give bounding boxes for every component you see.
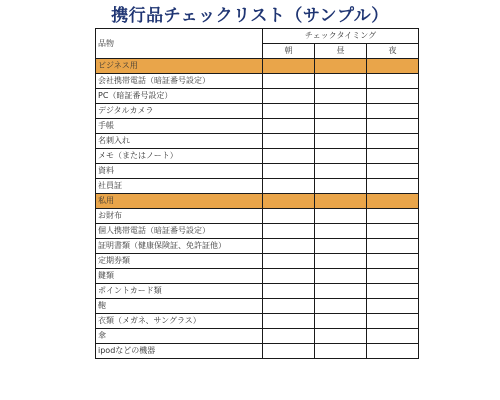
check-cell-night[interactable] [367,119,419,134]
check-cell-noon[interactable] [315,239,367,254]
item-label: ポイントカード類 [96,284,263,299]
timing-group-header: チェックタイミング [263,29,419,44]
check-cell-night[interactable] [367,149,419,164]
item-label: 証明書類（健康保険証、免許証他） [96,239,263,254]
table-row [96,299,419,314]
check-cell-morning[interactable] [263,209,315,224]
item-label: PC（暗証番号設定） [96,89,263,104]
check-cell-morning[interactable] [263,149,315,164]
category-label: ビジネス用 [96,59,263,74]
check-cell-night[interactable] [367,164,419,179]
table-row [96,119,419,134]
table-row [96,89,419,104]
check-cell-noon[interactable] [315,209,367,224]
check-cell-night[interactable] [367,314,419,329]
check-cell-night[interactable] [367,239,419,254]
check-cell-morning[interactable] [263,224,315,239]
check-cell-night[interactable] [367,104,419,119]
check-cell-night[interactable] [367,89,419,104]
check-cell-morning[interactable] [263,314,315,329]
check-cell-noon[interactable] [315,254,367,269]
check-cell-noon[interactable] [315,344,367,359]
check-cell-night[interactable] [367,134,419,149]
check-cell-noon[interactable] [315,104,367,119]
item-label: 鞄 [96,299,263,314]
table-row [96,149,419,164]
check-cell-morning[interactable] [263,134,315,149]
item-label: 名刺入れ [96,134,263,149]
check-cell-noon[interactable] [315,119,367,134]
check-cell-morning[interactable] [263,284,315,299]
check-cell-morning[interactable] [263,344,315,359]
table-row [96,239,419,254]
item-label: 個人携帯電話（暗証番号設定） [96,224,263,239]
item-label: 衣類（メガネ、サングラス） [96,314,263,329]
check-cell-morning[interactable] [263,119,315,134]
check-cell-noon[interactable] [315,164,367,179]
timing-header-morning: 朝 [263,44,315,59]
check-cell-night[interactable] [367,344,419,359]
check-cell-night[interactable] [367,179,419,194]
item-label: ipodなどの機器 [96,344,263,359]
check-cell-morning[interactable] [263,239,315,254]
check-cell-night[interactable] [367,284,419,299]
check-cell-noon[interactable] [315,179,367,194]
check-cell-noon[interactable] [315,284,367,299]
check-cell-night[interactable] [367,329,419,344]
category-row [96,194,419,209]
table-row [96,329,419,344]
timing-header-noon: 昼 [315,44,367,59]
item-label: メモ（またはノート） [96,149,263,164]
table-row [96,104,419,119]
item-label: 定期券類 [96,254,263,269]
check-cell-morning[interactable] [263,89,315,104]
page-title: 携行品チェックリスト（サンプル） [111,6,389,26]
check-cell-night[interactable] [367,299,419,314]
table-row [96,179,419,194]
item-label: デジタルカメラ [96,104,263,119]
check-cell-night[interactable] [367,254,419,269]
item-column-header: 品物 [96,29,263,59]
check-cell-night[interactable] [367,74,419,89]
check-cell-noon[interactable] [315,74,367,89]
table-row [96,269,419,284]
check-cell-night[interactable] [367,224,419,239]
check-cell-noon[interactable] [315,329,367,344]
category-cell [367,194,419,209]
checklist-table [95,28,419,359]
check-cell-morning[interactable] [263,179,315,194]
check-cell-noon[interactable] [315,269,367,284]
item-label: 傘 [96,329,263,344]
item-label: 資料 [96,164,263,179]
check-cell-noon[interactable] [315,134,367,149]
table-row [96,224,419,239]
category-cell [367,59,419,74]
check-cell-morning[interactable] [263,269,315,284]
item-label: 会社携帯電話（暗証番号設定） [96,74,263,89]
check-cell-morning[interactable] [263,164,315,179]
item-label: 手帳 [96,119,263,134]
table-row [96,344,419,359]
timing-header-night: 夜 [367,44,419,59]
table-row [96,74,419,89]
check-cell-night[interactable] [367,269,419,284]
check-cell-noon[interactable] [315,314,367,329]
check-cell-noon[interactable] [315,149,367,164]
category-row [96,59,419,74]
item-label: 社員証 [96,179,263,194]
check-cell-morning[interactable] [263,74,315,89]
check-cell-noon[interactable] [315,224,367,239]
item-label: 鍵類 [96,269,263,284]
check-cell-morning[interactable] [263,329,315,344]
table-row [96,209,419,224]
table-row [96,134,419,149]
table-row [96,254,419,269]
category-label: 私用 [96,194,263,209]
check-cell-morning[interactable] [263,254,315,269]
check-cell-noon[interactable] [315,89,367,104]
check-cell-morning[interactable] [263,299,315,314]
category-cell [315,194,367,209]
category-cell [263,59,315,74]
category-cell [263,194,315,209]
check-cell-morning[interactable] [263,104,315,119]
check-cell-night[interactable] [367,209,419,224]
table-row [96,284,419,299]
check-cell-noon[interactable] [315,299,367,314]
item-label: お財布 [96,209,263,224]
table-row [96,164,419,179]
category-cell [315,59,367,74]
table-row [96,314,419,329]
